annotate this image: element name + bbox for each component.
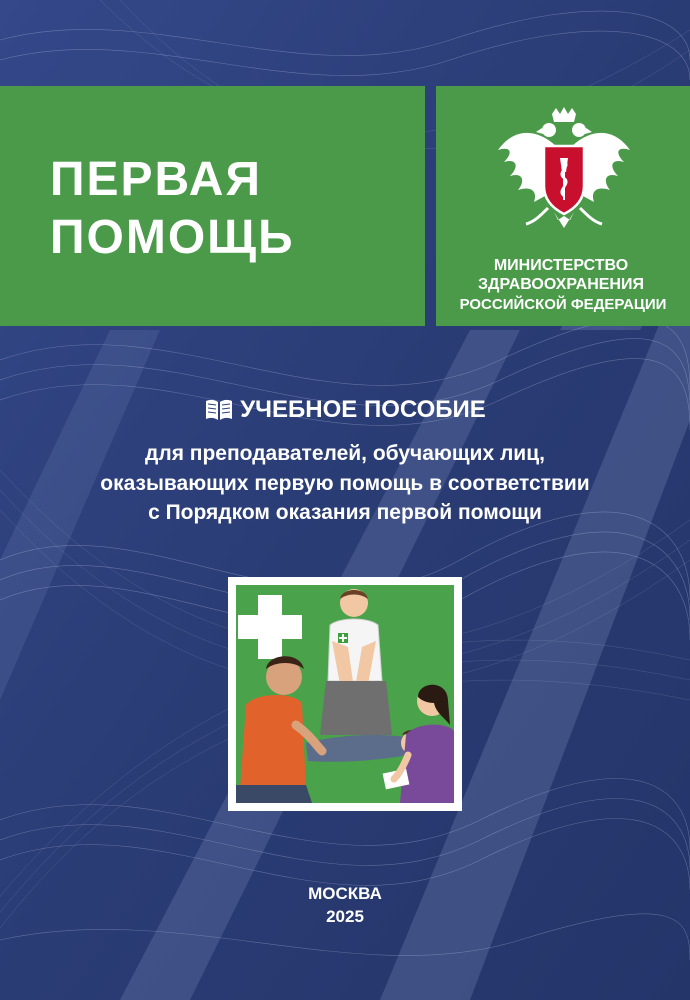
illustration-frame — [228, 577, 462, 811]
subtitle-heading-row — [204, 398, 486, 422]
ministry-line-2: ЗДРАВООХРАНЕНИЯ — [478, 276, 644, 293]
subtitle-line-3: с Порядком оказания первой помощи — [148, 501, 542, 525]
first-aid-illustration — [236, 585, 454, 803]
double-headed-eagle-emblem — [494, 106, 634, 246]
ministry-panel — [436, 86, 690, 326]
title-panel — [0, 86, 425, 326]
subtitle-line-1: для преподавателей, обучающих лиц, — [145, 442, 545, 465]
ministry-line-3: РОССИЙСКОЙ ФЕДЕРАЦИИ — [459, 296, 667, 313]
publication-year: 2025 — [326, 907, 364, 926]
subtitle-block — [0, 398, 690, 526]
open-book-icon — [204, 398, 234, 422]
publication-city: МОСКВА — [308, 884, 382, 903]
subtitle-line-2: оказывающих первую помощь в соответствии — [100, 471, 590, 495]
title-line-1: ПЕРВАЯ — [50, 153, 262, 206]
title-line-2: ПОМОЩЬ — [50, 211, 295, 264]
ministry-line-1: МИНИСТЕРСТВО — [493, 257, 629, 274]
subtitle-heading: УЧЕБНОЕ ПОСОБИЕ — [240, 396, 486, 423]
